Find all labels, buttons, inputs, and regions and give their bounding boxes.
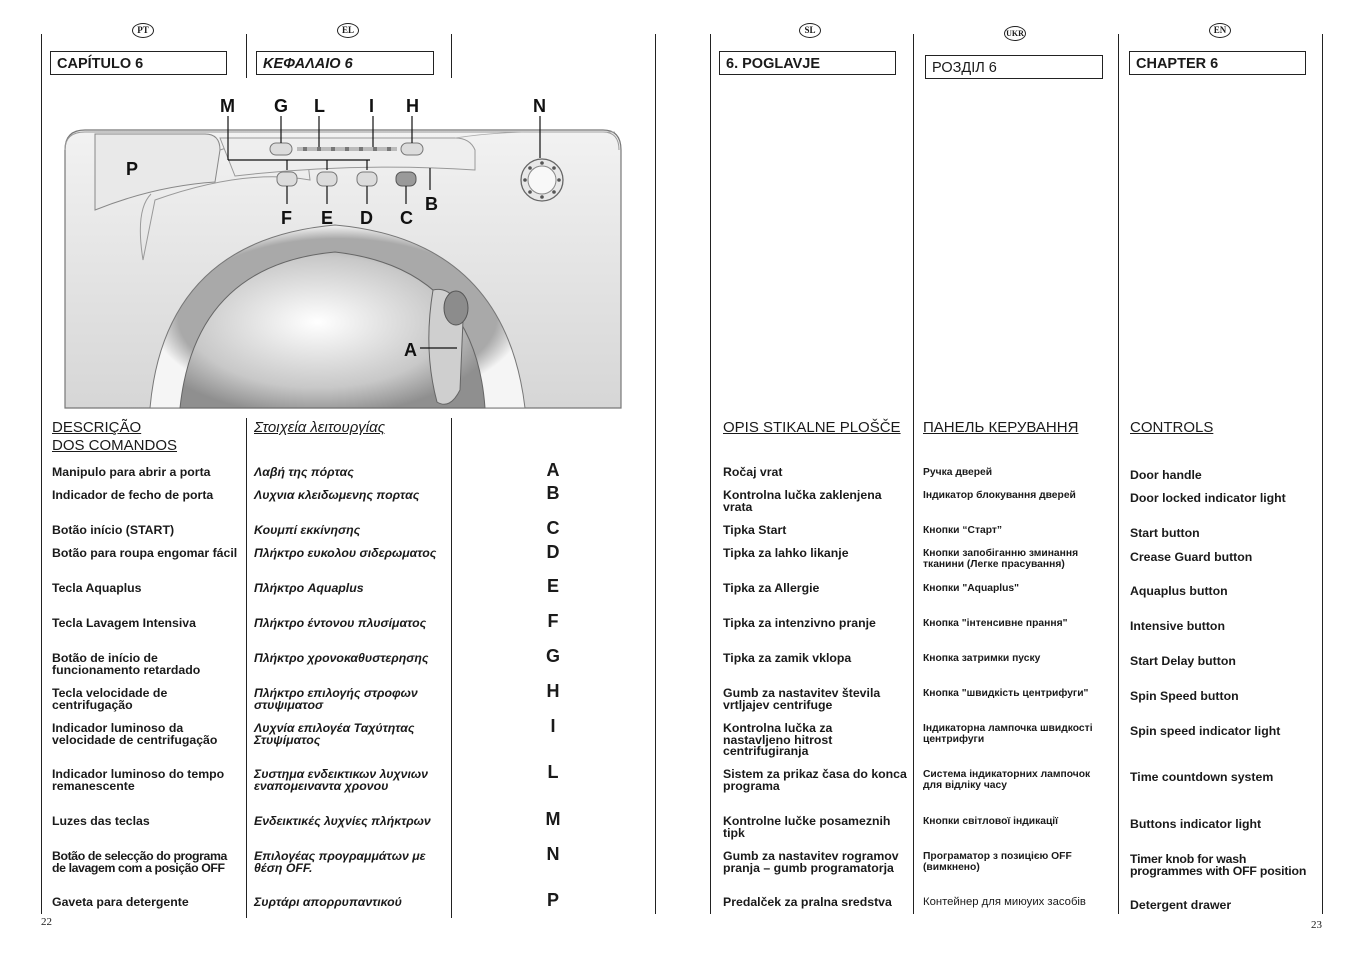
chapter-title-ukr: РОЗДІЛ 6 [925,55,1103,79]
control-desc-en: Door locked indicator light [1130,491,1286,505]
control-desc-el: Πλήκτρο έντονου πλυσίματος [254,616,427,630]
diagram-label: L [314,96,325,116]
control-desc-ukr: Кнопка "швидкість центрифуги" [923,688,1089,699]
column-rule [1118,34,1119,914]
control-desc-pt: Botão de selecção do programa de lavagem com a posição OFF [52,849,227,875]
reference-letter: N [546,844,560,864]
control-desc-en: Detergent drawer [1130,898,1232,912]
control-desc-pt: Tecla velocidade de centrifugação [52,686,168,712]
control-desc-sl: Gumb za nastavitev rogramov pranja – gumb programatorja [723,849,899,875]
diagram-label: N [533,96,546,116]
page-number-left: 22 [41,916,52,928]
language-badge-en: EN [1209,23,1231,38]
control-desc-pt: Botão de início de funcionamento retardado [52,651,201,677]
language-badge-pt: PT [132,23,154,38]
control-desc-en: Spin Speed button [1130,689,1239,703]
control-desc-ukr: Ручка дверей [923,467,993,478]
control-desc-en: Crease Guard button [1130,550,1253,564]
control-desc-el: Ενδεικτικές λυχνίες πλήκτρων [254,814,431,828]
column-rule [1322,34,1323,914]
reference-letter: B [546,483,560,503]
control-desc-pt: Tecla Aquaplus [52,581,142,595]
control-desc-el: Πλήκτρο ευκολου σιδερωματος [254,546,437,560]
column-rule [710,34,711,914]
control-desc-sl: Tipka za intenzivno pranje [723,616,876,630]
control-desc-pt: Indicador luminoso do tempo remanescente [52,767,225,793]
column-rule [451,34,452,78]
control-desc-en: Aquaplus button [1130,584,1228,598]
chapter-title-pt: CAPÍTULO 6 [50,51,227,75]
control-desc-en: Door handle [1130,468,1202,482]
control-desc-sl: Kontrolne lučke posameznih tipk [723,814,891,840]
control-desc-sl: Kontrolna lučka zaklenjena vrata [723,488,882,514]
diagram-label: H [406,96,419,116]
control-desc-pt: Botão para roupa engomar fácil [52,546,238,560]
control-desc-sl: Kontrolna lučka za nastavljeno hitrost centrifugiranja [723,721,833,758]
control-desc-sl: Tipka za Allergie [723,581,820,595]
language-badge-sl: SL [799,23,821,38]
control-desc-pt: Gaveta para detergente [52,895,189,909]
control-desc-ukr: Контейнер для миюуих засобів [923,896,1086,908]
section-heading-pt: DESCRIÇÃO DOS COMANDOS [52,419,178,454]
control-desc-en: Spin speed indicator light [1130,724,1281,738]
reference-letter: H [546,681,560,701]
control-desc-sl: Gumb za nastavitev števila vrtljajev centrifuge [723,686,881,712]
control-desc-sl: Predalček za pralna sredstva [723,895,892,909]
control-desc-el: Συστημα ενδεικτικων λυχνιων εναπομειναντα χρονου [254,767,428,793]
control-desc-el: Κουμπί εκκίνησης [254,523,361,537]
control-desc-en: Intensive button [1130,619,1225,633]
control-desc-el: Επιλογέας προγραμμάτων με θέση OFF. [254,849,426,875]
control-desc-pt: Tecla Lavagem Intensiva [52,616,196,630]
reference-letter: I [550,716,556,736]
control-desc-ukr: Кнопка затримки пуску [923,653,1041,664]
reference-letter: F [547,611,559,631]
page-number-right: 23 [1311,919,1322,931]
reference-letter: A [546,460,560,480]
control-desc-ukr: Кнопки світлової індикації [923,816,1059,827]
reference-letter: L [547,762,559,782]
control-desc-ukr: Кнопка "інтенсивне прання" [923,618,1068,629]
control-desc-sl: Ročaj vrat [723,465,783,479]
control-desc-pt: Luzes das teclas [52,814,150,828]
section-heading-en: CONTROLS [1130,419,1214,436]
chapter-title-sl: 6. POGLAVJE [719,51,896,75]
control-desc-el: Λυχνια κλειδωμενης πορτας [254,488,420,502]
control-desc-ukr: Система індикаторних лампочок для відліку часу [923,769,1091,791]
column-rule [41,34,42,914]
control-desc-el: Λαβή της πόρτας [254,465,354,479]
diagram-label: D [360,208,373,228]
control-desc-ukr: Індикаторна лампочка швидкості центрифуги [923,723,1093,745]
diagram-label: B [425,194,438,214]
control-desc-pt: Manipulo para abrir a porta [52,465,211,479]
diagram-label: M [220,96,235,116]
washing-machine-illustration [55,90,635,412]
reference-letter: D [546,542,560,562]
section-heading-sl: OPIS STIKALNE PLOŠČE [723,419,901,436]
control-desc-en: Start Delay button [1130,654,1236,668]
control-desc-en: Start button [1130,526,1200,540]
control-desc-pt: Indicador luminoso da velocidade de centrifugação [52,721,218,747]
diagram-label: P [126,159,139,179]
column-rule [913,34,914,914]
control-desc-pt: Indicador de fecho de porta [52,488,214,502]
control-desc-pt: Botão início (START) [52,523,175,537]
control-desc-el: Πλήκτρο Aquaplus [254,581,364,595]
chapter-title-en: CHAPTER 6 [1129,51,1306,75]
diagram-label: G [274,96,289,116]
reference-letter: C [546,518,560,538]
column-rule [655,34,656,914]
control-desc-ukr: Кнопки “Старт” [923,525,1003,536]
diagram-label: C [400,208,413,228]
reference-letter: G [545,646,560,666]
chapter-title-el: ΚΕΦΑΛΑΙΟ 6 [256,51,434,75]
control-desc-en: Time countdown system [1130,770,1274,784]
diagram-label: A [404,340,417,360]
control-desc-sl: Tipka za zamik vklopa [723,651,852,665]
control-desc-sl: Tipka Start [723,523,787,537]
control-desc-el: Πλήκτρο χρονοκαθυστερησης [254,651,429,665]
control-desc-ukr: Програматор з позицією OFF (вимкнено) [923,851,1072,873]
reference-letter: E [546,576,559,596]
language-badge-el: EL [337,23,359,38]
control-desc-en: Timer knob for wash programmes with OFF position [1130,852,1307,878]
control-desc-sl: Sistem za prikaz časa do konca programa [723,767,907,793]
section-heading-el: Στοιχεία λειτουργίας [254,419,385,436]
reference-letter: M [545,809,561,829]
control-desc-el: Πλήκτρο επιλογής στροφων στυψιματοσ [254,686,418,712]
reference-letter: P [546,890,559,910]
column-rule [451,418,452,918]
language-badge-ukr: UKR [1004,26,1026,41]
section-heading-ukr: ПАНЕЛЬ КЕРУВАННЯ [923,419,1079,436]
diagram-label: I [369,96,375,116]
column-rule [246,418,247,918]
control-desc-el: Λυχνία επιλογέα Ταχύτητας Στυψίματος [254,721,415,747]
control-desc-ukr: Індикатор блокування дверей [923,490,1076,501]
diagram-label: E [321,208,334,228]
column-rule [246,34,247,78]
diagram-label: F [281,208,292,228]
control-desc-en: Buttons indicator light [1130,817,1262,831]
control-desc-ukr: Кнопки запобіганню зминання тканини (Легке прасування) [923,548,1079,570]
control-desc-sl: Tipka za lahko likanje [723,546,849,560]
control-desc-el: Συρτάρι απορρυπαντικού [254,895,402,909]
control-desc-ukr: Кнопки "Aquaplus" [923,583,1020,594]
